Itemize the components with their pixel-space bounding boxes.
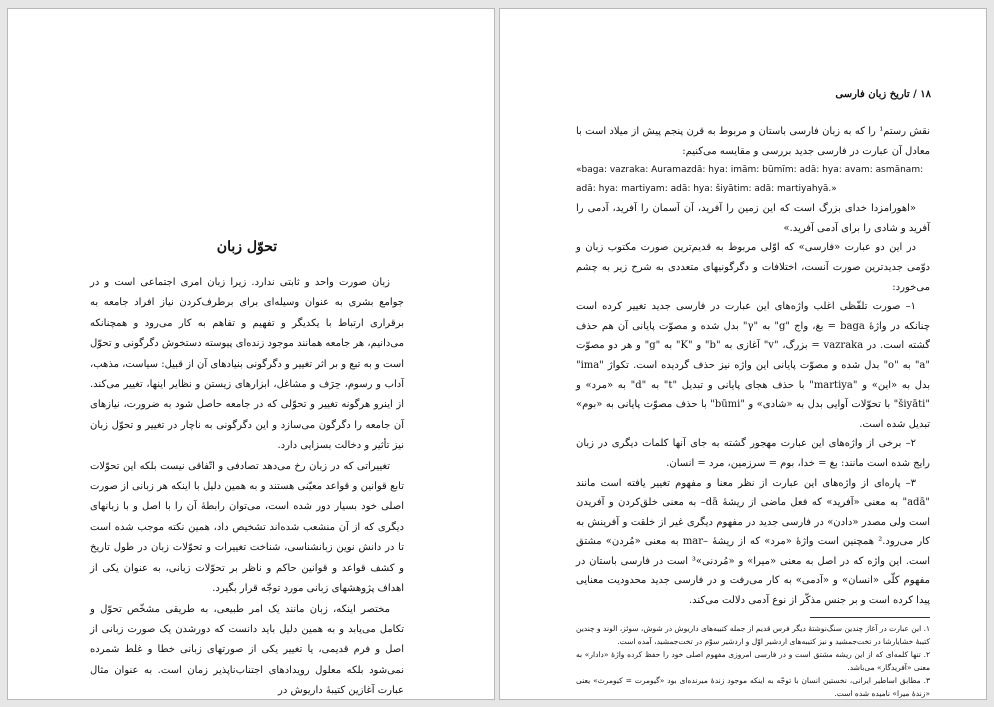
right-paragraph: ۱– صورت تلفّظی اغلب واژه‌های این عبارت در فارسی جدید تغییر کرده است چنانکه در واژهٔ baga = بغ، واج "g" به "γ" بدل شده و مصوّت پایانی آن هم حذف گشته است. در vazraka = بزرگ، "v" آغازی به "b" و "K" به "g" و هر دو مصوّت "a" به "o" بدل شده و مصوّت پایانی این واژه نیز حذف گردیده است. تکواژ "ima" بدل به «این» و "martiya" با حذف هجای پایانی و تبدیل "t" به "d" به «مرد» و "šiyāti" با تحوّلات آوایی بدل به «شادی» و "būmi" با حذف مصوّت پایانی به «بوم» تبدیل شده است. [576,301,931,430]
right-paragraph: ۲– برخی از واژه‌های این عبارت مهجور گشته به جای آنها کلمات دیگری در زبان رایج شده است مانند: بغ = خدا، بوم = سرزمین، مرد = انسان. [576,438,930,469]
footnotes [576,622,930,700]
intro-paragraph: نقش رستم¹ را که به زبان فارسی باستان و مربوط به قرن پنجم پیش از میلاد است با معادل آن عبارت در فارسی جدید بررسی و مقایسه می‌کنیم: [576,126,930,157]
footnote: ۳. مطابق اساطیر ایرانی، نخستین انسان با توجّه به اینکه موجود زندهٔ میرنده‌ای بود «گیومرت = کیومرث» یعنی «زندهٔ میرا» نامیده شده است. [576,675,930,698]
left-paragraph: زبان صورت واحد و ثابتی ندارد. زیرا زبان امری اجتماعی است و در جوامع بشری به عنوان وسیله‌ای برای برطرف‌کردن نیاز افراد جامعه به برقراری ارتباط با یکدیگر و تفهیم و تفاهم به کار می‌رود و همچنانکه می‌دانیم، هر جامعه همانند موجود زنده‌ای پیوسته دستخوش دگرگونی و تحوّل است و به تبع و بر اثر تغییر و دگرگونی بنیادهای آن از قبیل: سیاست، مذهب، آداب و رسوم، حِرَف و مشاغل، ابزارهای زیستن و نظایر اینها، تغییر می‌کند. از اینرو هرگونه تغییر و تحوّلی که در جامعه حاصل شود به ضرورت، نیازهای آن جامعه را دگرگون می‌سازد و این دگرگونی به ناچار در تغییر و تحوّل زبان نیز تأثیر و دخالت بسزایی دارد. [90,277,404,452]
footnote: ۲. تنها کلمه‌ای که از این ریشه مشتق است و در فارسی امروزی مفهوم اصلی خود را حفظ کرده واژهٔ «دادار» به معنی «آفریدگار» می‌باشد. [576,649,930,672]
left-page-body [90,239,404,700]
left-paragraph: مختصر اینکه، زبان مانند یک امر طبیعی، به طریقی مشخّص تحوّل و تکامل می‌یابد و به همین دلیل باید دانست که دورشدن یک صورت زبانی از اصل و فرم قدیمی، یا تغییر یکی از صورتهای زبانی خطا و غلط شمرده نمی‌شود بلکه معلول رویدادهای اجتناب‌ناپذیر زمان است. به عنوان مثال عبارت آغازین کتیبهٔ داریوش در [90,603,404,697]
footnote: ۱. این عبارت در آغاز چندین سنگ‌نوشتهٔ دیگر فرس قدیم از جمله کتیبه‌های داریوش در شوش، سوئز، الوند و چندین کتیبهٔ خشایارشا در تخت‌جمشید و نیز کتیبه‌های اردشیر اوّل و اردشیر سوّم در تخت‌جمشید، آمده است. [576,623,930,646]
right-page-body [576,122,930,700]
left-paragraph: تغییراتی که در زبان رخ می‌دهد تصادفی و اتّفاقی نیست بلکه این تحوّلات تابع قوانین و قواعد معیّنی هستند و به همین دلیل با اینکه هر زبانی از صورت اصلی خود بسیار دور شده است، می‌توان رابطهٔ آن را با اصل و با زبانهای دیگری که از آن منشعب شده‌اند تشخیص داد، همین نکته موجب شده است تا در دانش نوین زبانشناسی، شناخت تغییرات و تحوّلات زبان در طول تاریخ و کشف قواعد و قوانین حاکم و ناظر بر تحوّلات زبانی، به عنوان یکی از اهداف پژوهشهای زبانی مورد توجّه قرار بگیرد. [90,460,404,595]
right-paragraph: در این دو عبارت «فارسی» که اوّلی مربوط به قدیم‌ترین صورت مکتوب زبان و دوّمی جدیدترین صورت آنست، اختلافات و دگرگونیهای متعددی به شرح زیر به چشم می‌خورد: [576,242,930,293]
old-persian-transliteration: «baga: vazraka: Auramazdā: hya: imām: būmīm: adā: hya: avam: asmānam: adā: hya: martiyam: adā: hya: šiyātim: adā: martiyahyā.» [576,165,924,195]
running-header: ۱۸ / تاریخ زبان فارسی [835,89,931,100]
left-page [7,8,495,700]
right-paragraph: ۳– پاره‌ای از واژه‌های این عبارت از نظر معنا و مفهوم تغییر یافته است مانند "adā" به معنی «آفرید» که فعل ماضی از ریشهٔ dā– به معنی خلق‌کردن و آفریدن است ولی مصدر «دادن» در فارسی جدید در مفهوم دیگری غیر از خلقت و آفرینش به کار می‌رود.² همچنین است واژهٔ «مرد» که از ریشهٔ –mar به معنی «مُردن» مشتق است. این واژه که در اصل به معنی «میرا» و «مُردنی»³ است در فارسی باستان در مفهوم کلّی «انسان» و «آدمی» به کار می‌رفت و در فارسی جدید محدودیت معنایی پیدا کرده است و بر جنس مذکّر از نوع آدمی دلالت می‌کند. [576,477,931,607]
right-page [499,8,987,700]
footnote-divider [810,617,930,618]
chapter-title: تحوّل زبان [216,239,278,255]
persian-translation: «اهورامزدا خدای بزرگ است که این زمین را آفرید، آن آسمان را آفرید، آدمی را آفرید و شادی را برای آدمی آفرید.» [576,203,930,234]
